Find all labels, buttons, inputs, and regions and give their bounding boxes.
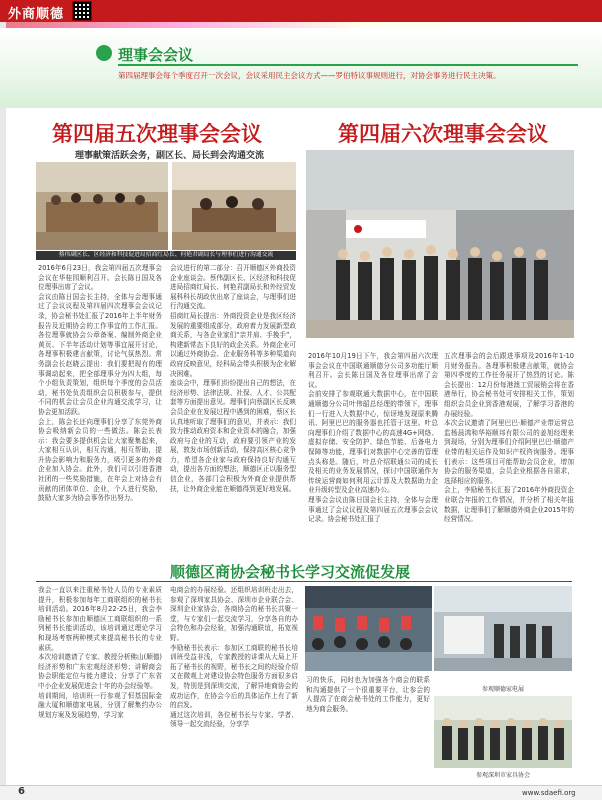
side-margin [0,22,6,785]
photo-caption-1: 蔡伟副区长、区经济和科技促进局招商红局长、何艳君副局长与理事们进行沟通交流 [36,251,296,260]
section-banner [0,28,602,108]
group-photo [306,150,574,338]
footer-bar [0,785,602,800]
article2-column-1: 2016年10月19日下午，我会第四届六次理事会会议在中国联通顺德分公司多功能厅顺利召开。会长陈日国及各位理事出席了会议。 会前安排了参观联通大数据中心，在中国联通顺德分公司叶伟韶总经理的带领下，理事们一行进入大数据中心，惊讶地发现原来腾讯、阿里巴巴的服务器也托管于这里。叶总向理事们介绍了数据中心的高速4G+网络、虚拟存储、安全防护、绿色节能、后备电力保障等功能，理事们对数据中心完善的管理点头称是。随后，叶总介绍联通公司的成长及相关的业务发展情况，探讨中国联通作为传统运营商如何利用云计算及大数据助力企业升级转型及企业高速办公。 理事会会议由陈日国会长主持，全体与会理事通过了会议议程及第四届五次理事会会议记录。协会秘书处汇报了 [308,352,438,524]
photo-caption-2: 参观顺德家电展 [481,686,524,693]
article1-column-2: 会议进行的第二部分：召开顺德区外商投资企业座谈会。蔡伟副区长、区经济和科技促进局招商红局长、何艳君副局长和外经贸发展科科长胡政伏出席了座谈会，与理事们进行沟通交流。 招商红局长提出：外商投资企业是我区经济发展的重要组成部分，政府着力发展新型政商关系，与各企业家们“亲并肩、手挽手”，构建新常态下良好的政企关系。外商企业可以通过外商协会、企业服务科等多种渠道向政府反映意见，经科局会带头积极为企业解决困难。 座谈会中，理事们纷纷提出自己的想法，在经济形势、法律法规、社保、人才、公共配套等方面提出意见。理事们向蔡副区长反映会员企业在发展过程中遇到的困难，蔡区长认真地听取了理事们的意见，并表示：我们致力推动政府资本和企业资本的融合，加强政府与企业的互动，政府要引领产业的发展，敦发市场创新活动，保持高区核心竞争力，希望各企业家与政府保持良好沟通互动，提出各方面的想法，顺德区正以服务型信企业，各部门会积极为外商企业提供帮扶，让外商企业能在顺德得到更好地发展。 [170,264,296,493]
article2-title: 第四届六次理事会会议 [338,122,548,146]
section-divider [36,581,572,582]
training-photo-3 [434,696,572,768]
leaf-icon [96,45,112,61]
meeting-photo-1 [36,162,168,250]
article2-column-2: 五次理事会的会后跟进事项及2016年1-10月财务报告。各理事积极建言献策，就协会第四季度的工作任务展开了热烈的讨论。陈会长提出：12月份每港澳工贸展销会将在香港举行，协会秘书处可安排相关工作，策划组织会员企业到香港观展，了解学习香港的办展经验。 本次会议邀请了阿里巴巴·顺德产业带运营总监杨晨鸿和华裕顺邦有限公司的姜旭经理来到现场，分别为理事们介绍阿里巴巴·顺德产业带的相关运作及知识产权咨询服务。理事们表示：这些项目可能帮助会员企业，增加协会的服务渠道，会员企业根据各自需求，选择相应的服务。 会上，李励秘书长汇报了2016年外商投资企业联合年报的工作情况，并分析了相关年报数据，让理事们了解顺德外商企业2015年的经营情况。 [444,352,574,524]
qr-code-icon [72,1,92,21]
group-photo-image [306,150,574,338]
section-underline [118,64,578,66]
training-photo-1 [305,586,432,671]
article3-title: 顺德区商协会秘书长学习交流促发展 [170,563,411,581]
section-intro: 第四届理事会每个季度召开一次会议，会议采用民主会议方式——罗伯特议事规则进行，对协会事务进行民主决策。 [118,71,501,80]
meeting-photo-2-image [172,162,296,250]
meeting-photo-2 [172,162,296,250]
footer-url[interactable]: www.sdaefi.org [522,789,576,797]
training-photo-1-image [305,586,432,671]
meeting-photo-1-image [36,162,168,250]
article1-column-1: 2016年6月23日，我会第四届五次理事会会议在华桂园顺利召开。会长陈日国及各位理事出席了会议。 会议由陈日国会长主持，全体与会理事通过了会议议程及第四届四次理事会会议记录，协会秘书处汇报了2016年上半年财务报告及近期协会的工作事宜的工作汇报。各位理事就协会公章备案、编制外商企业黄页、下半年活动计划等事宜展开讨论，各理事积极建言献策，讨论气氛热烈。常务副会长赵晓云提出：我们要把现有的理事调动起来，把全部理事分为四大组，每个小组负责策划，组织每个季度的会员活动，秘书处负责组织会员积极参与，提供不同的机会让会员企业沟通交流学习，让协会更加活跃。 会上，陈会长还向理事们分享了东莞外商协会吸纳新会员的一些做法。陈会长表示：我会要多提供机会让大家聚集起来，大家相互认识，相互沟通，相互帮助，提升协会影响力和服务力，吸引更多的外商企业加入协会。此外，我们可以引进香港社团的一些奖励措施，在年会上对协会有贡献的团体单位、企业，个人进行奖励，鼓励大家多为协会事务作出努力。 [38,264,162,503]
article1-title: 第四届五次理事会会议 [52,122,262,146]
page-number: 6 [18,786,25,797]
article3-column-2: 电商会的办展经验。还组织培训班走出去，参观了深圳家具协会、深圳市企业联合会、深圳企业家协会，各商协会的秘书长共聚一堂，与专家们一起交流学习，分享各自的办会特色和办会经验，加强沟通联谊，拓宽视野。 李励秘书长表示：参加区工商联的秘书长培训班受益非浅，专家教授的讲课从大局上开拓了秘书长的视野，秘书长之间的经验介绍又在微观上对建设协会特色服务方面很多启发，特别是到深圳交流，了解异地商协会的成功运作，在协会今后的具体运作上有了新的启发。 通过这次培训，各位秘书长与专家、学者、领导一起交流经验，分享学 [170,586,298,729]
logo: 外商顺德 [8,7,65,22]
training-photo-2-image [434,586,572,671]
training-photo-3-image [434,696,572,768]
article3-column-1: 我会一直以来注重秘书处人员的专业素质提升，积极参加每年工商联组织的秘书长培训活动。2016年8月22-25日，我会李励秘书长参加由顺德区工商联组织的一系列秘书长能训活动，该培训通过理论学习和现场考察两种模式来提高秘书长的专业素质。 本次培训邀请了专家、教授分析佛山(顺德)经济形势和广东宏观经济形势；讲解商会协会职能定位与能力建设；分享了广东省中小企业发展促进会十年的办会经验等。 培训期间，培训班一行参观了恒基国际金融大厦和顺德家电展，分别了解集约办公规划方案及发展趋势，学习家 [38,586,162,719]
section-title: 理事会会议 [118,46,194,64]
photo-caption-3: 参观深圳市家具协会 [475,772,530,779]
training-photo-2 [434,586,572,671]
article1-subtitle: 理事献策活跃会务，副区长、局长到会沟通交流 [75,151,265,161]
article3-column-3: 习的快乐，同时也为加强各个商会的联系和沟通提供了一个很重要平台，让参会的人提高了在商会秘书处的工作能力，更好地为商会服务。 [306,676,430,713]
